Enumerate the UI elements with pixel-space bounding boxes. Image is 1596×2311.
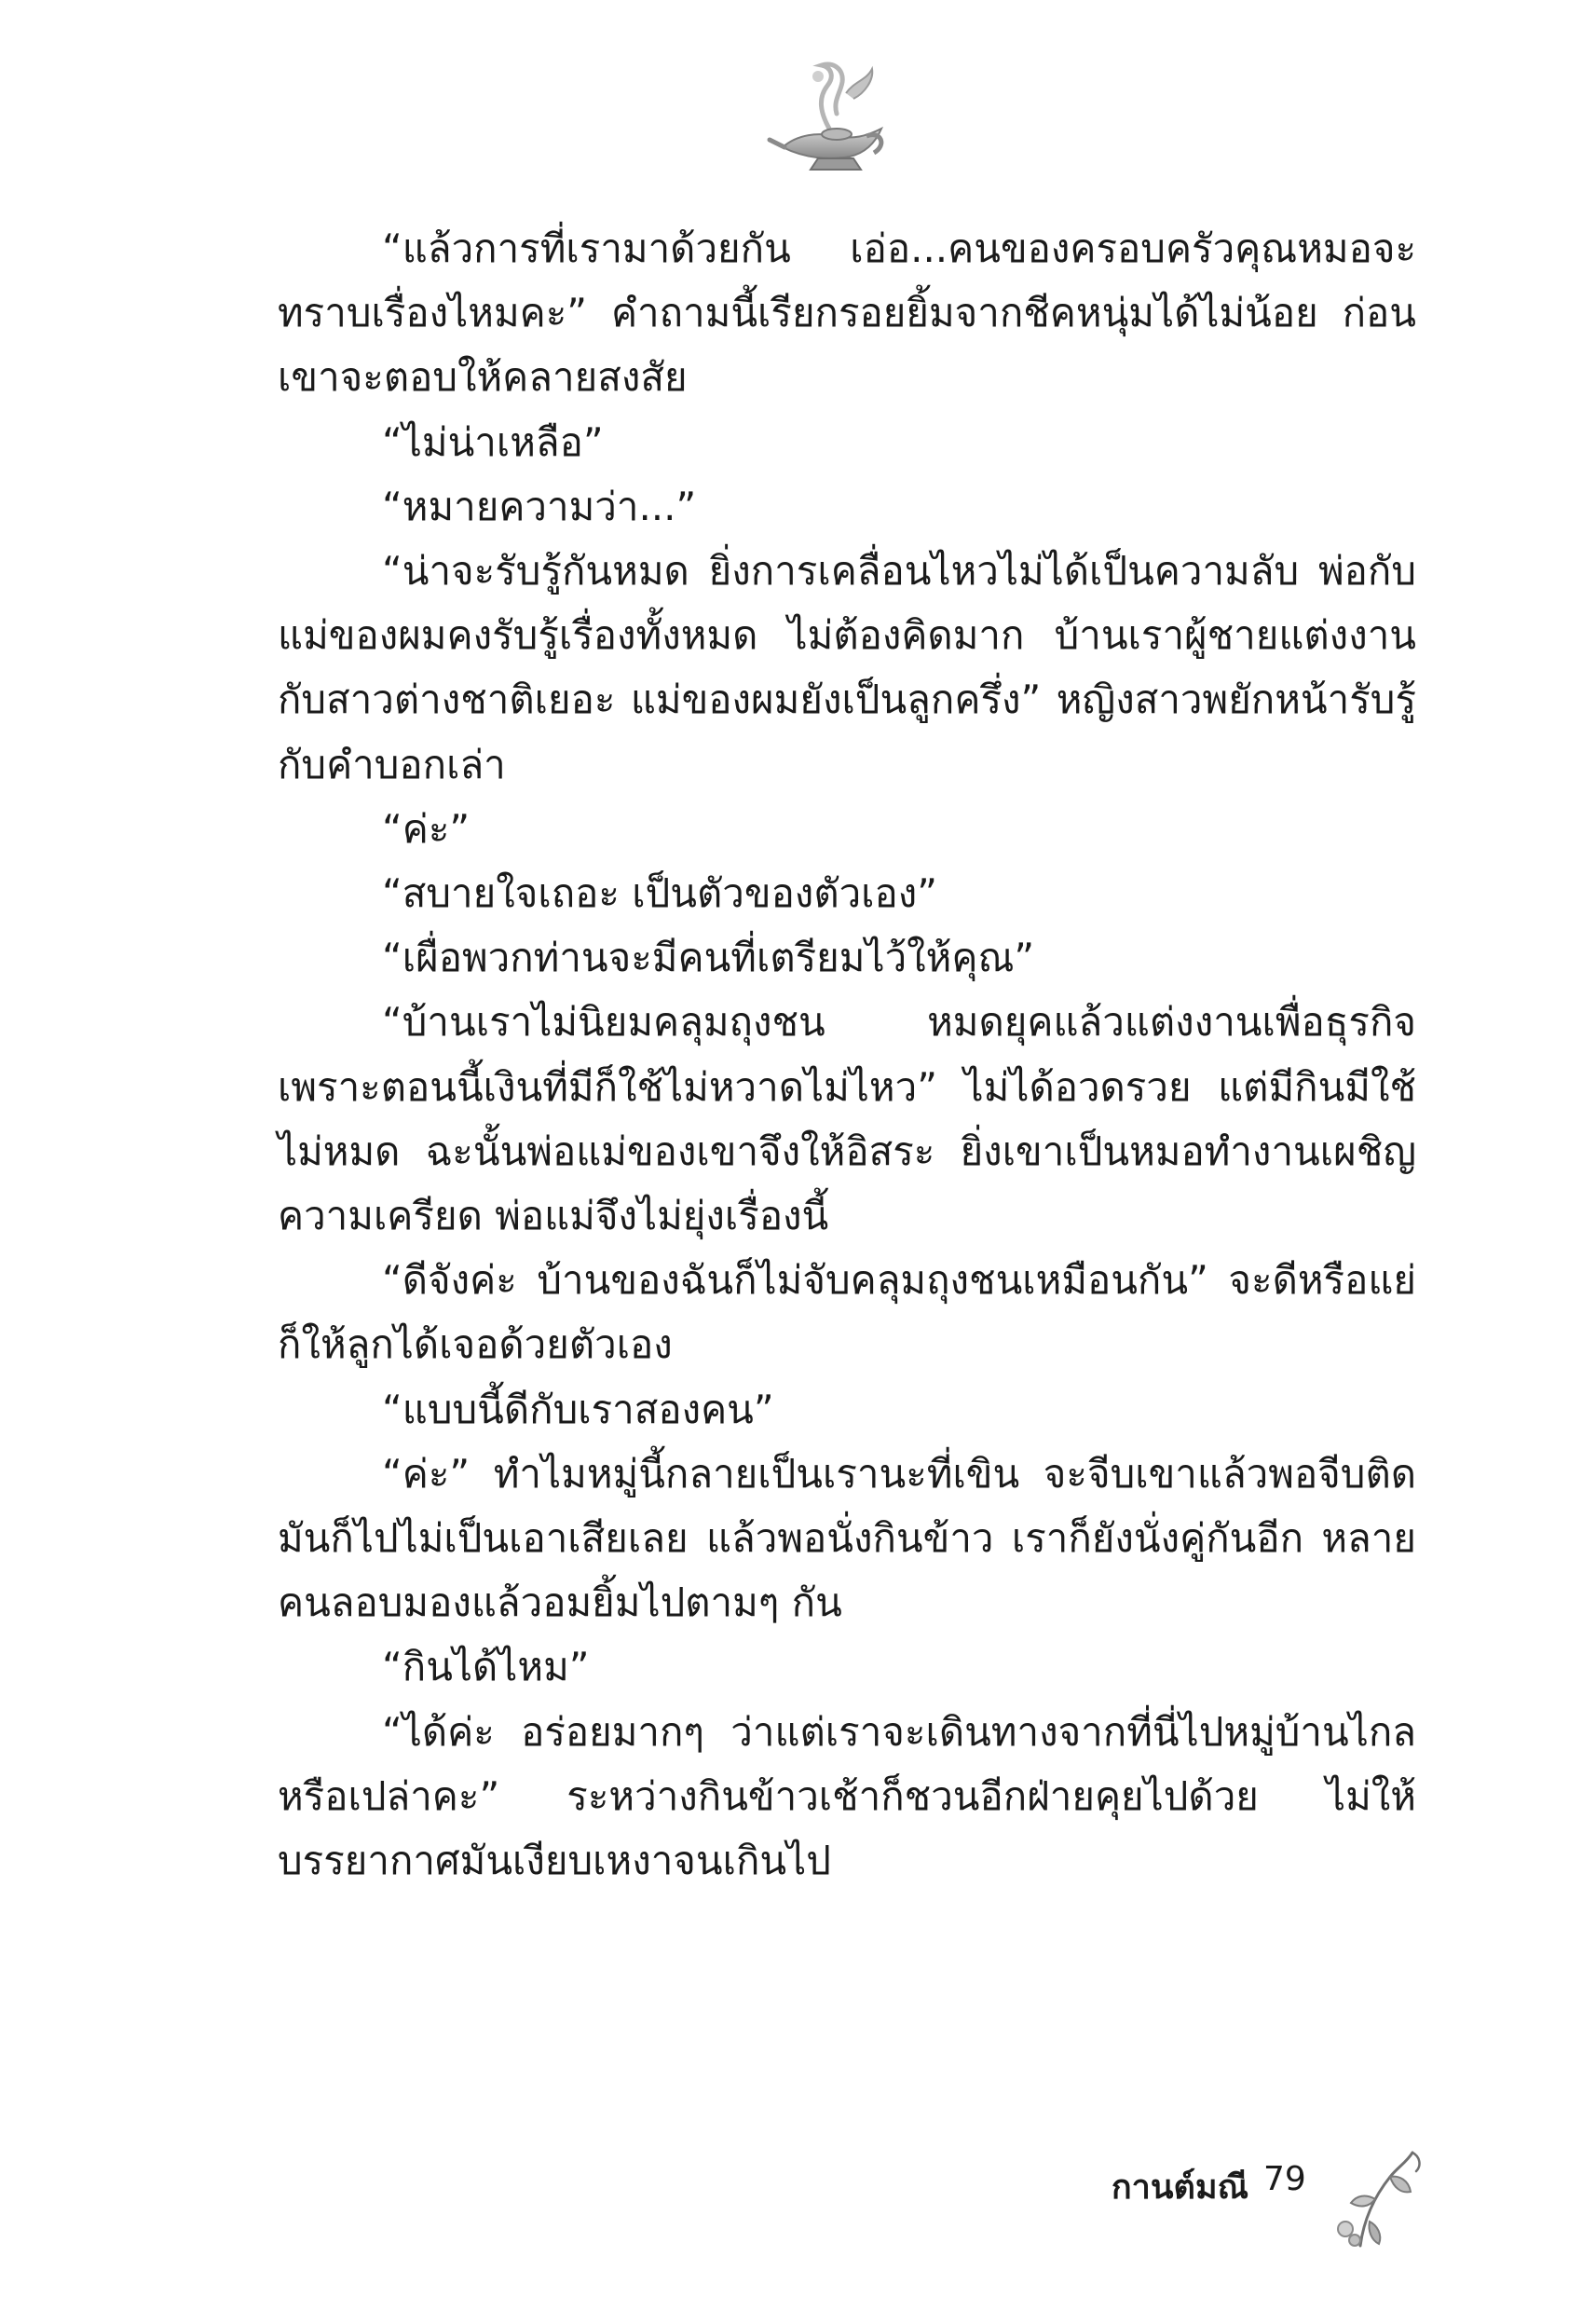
page-footer [1081,2143,1453,2274]
paragraph: “แบบนี้ดีกับเราสองคน” [382,1386,774,1432]
paragraph: “ค่ะ” [382,805,471,852]
paragraph: “ดีจังค่ะ บ้านของฉันก็ไม่จับคลุมถุงชนเหมือนกัน” จะดีหรือแย่ก็ให้ลูกได้เจอด้วยตัวเอง [278,1257,1416,1368]
paragraph: “บ้านเราไม่นิยมคลุมถุงชน หมดยุคแล้วแต่งงานเพื่อธุรกิจ เพราะตอนนี้เงินที่มีก็ใช้ไม่หวาดไม่ไหว” ไม่ได้อวดรวย แต่มีกินมีใช้ไม่หมด ฉะนั้นพ่อแม่ของเขาจึงให้อิสระ ยิ่งเขาเป็นหมอทำงานเผชิญความเครียด พ่อแม่จึงไม่ยุ่งเรื่องนี้ [278,999,1416,1239]
paragraph: “กินได้ไหม” [382,1644,590,1690]
paragraph: “สบายใจเถอะ เป็นตัวของตัวเอง” [382,870,938,917]
book-title: กานต์มณี [1111,2168,1248,2207]
paragraph: “แล้วการที่เรามาด้วยกัน เอ่อ...คนของครอบครัวคุณหมอจะทราบเรื่องไหมคะ” คำถามนี้เรียกรอยยิ้มจากชีคหนุ่มได้ไม่น้อย ก่อนเขาจะตอบให้คลายสงสัย [278,226,1416,401]
page-number: 79 [1263,2160,1306,2198]
paragraph: “น่าจะรับรู้กันหมด ยิ่งการเคลื่อนไหวไม่ได้เป็นความลับ พ่อกับแม่ของผมคงรับรู้เรื่องทั้งหมด ไม่ต้องคิดมาก บ้านเราผู้ชายแต่งงานกับสาวต่างชาติเยอะ แม่ของผมยังเป็นลูกครึ่ง” หญิงสาวพยักหน้ารับรู้กับคำบอกเล่า [278,548,1416,787]
paragraph: “เผื่อพวกท่านจะมีคนที่เตรียมไว้ให้คุณ” [382,935,1035,981]
paragraph: “ค่ะ” ทำไมหมู่นี้กลายเป็นเรานะที่เขิน จะจีบเขาแล้วพอจีบติดมันก็ไปไม่เป็นเอาเสียเลย แล้วพอนั่งกินข้าว เราก็ยังนั่งคู่กันอีก หลายคนลอบมองแล้วอมยิ้มไปตามๆ กัน [278,1450,1416,1626]
floral-flourish-icon [1332,2143,1425,2255]
paragraph: “ได้ค่ะ อร่อยมากๆ ว่าแต่เราจะเดินทางจากที่นี่ไปหมู่บ้านไกลหรือเปล่าคะ” ระหว่างกินข้าวเช้าก็ชวนอีกฝ่ายคุยไปด้วย ไม่ให้บรรยากาศมันเงียบเหงาจนเกินไป [278,1708,1416,1884]
paragraph: “ไม่น่าเหลือ” [382,418,604,465]
paragraph: “หมายความว่า...” [382,483,697,529]
body-text [278,216,1416,1893]
genie-lamp-icon [764,56,904,177]
